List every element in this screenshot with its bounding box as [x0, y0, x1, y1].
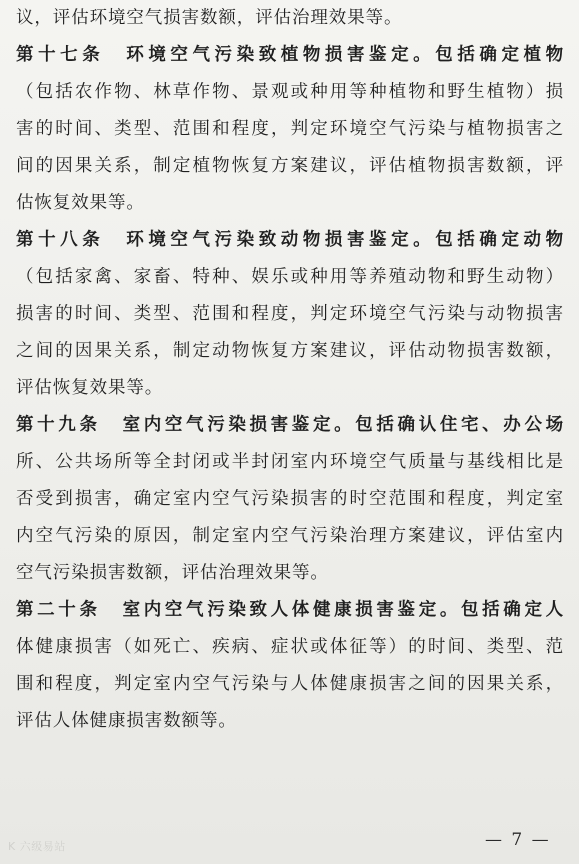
text-line: 评估恢复效果等。 [16, 378, 164, 398]
text-line: 损害的时间、类型、范围和程度，判定环境空气污染与动物损害 [16, 304, 564, 324]
watermark: K 六级易站 [8, 840, 66, 853]
page-footer [0, 822, 579, 864]
article-20-heading [16, 592, 564, 629]
text-line: 估恢复效果等。 [16, 193, 145, 213]
text-line: （包括农作物、林草作物、景观或种用等种植物和野生植物）损 [16, 82, 564, 102]
text-line: （包括家禽、家畜、特种、娱乐或种用等养殖动物和野生动物） [16, 267, 564, 287]
article-17-intro: 环境空气污染致植物损害鉴定。包括确定植物 [126, 45, 564, 65]
text-line: 害的时间、类型、范围和程度，判定环境空气污染与植物损害之 [16, 119, 564, 139]
text-line: 空气污染损害数额，评估治理效果等。 [16, 563, 329, 583]
article-17-heading [16, 37, 564, 74]
article-18-label: 第十八条 [16, 230, 105, 250]
article-19-intro: 室内空气污染损害鉴定。包括确认住宅、办公场 [122, 415, 564, 435]
text-line: 评估人体健康损害数额等。 [16, 711, 237, 731]
article-20-intro: 室内空气污染致人体健康损害鉴定。包括确定人 [122, 600, 564, 620]
text-line: 之间的因果关系，制定动物恢复方案建议，评估动物损害数额， [16, 341, 564, 361]
article-18-heading [16, 222, 564, 259]
article-20-label: 第二十条 [16, 600, 101, 620]
text-line: 间的因果关系，制定植物恢复方案建议，评估植物损害数额，评 [16, 156, 564, 176]
article-17-label: 第十七条 [16, 45, 105, 65]
text-line: 内空气污染的原因，制定室内空气污染治理方案建议，评估室内 [16, 526, 564, 546]
page-number: — 7 — [485, 830, 551, 850]
text-line: 所、公共场所等全封闭或半封闭室内环境空气质量与基线相比是 [16, 452, 564, 472]
text-line: 议，评估环境空气损害数额，评估治理效果等。 [16, 8, 403, 28]
article-19-label: 第十九条 [16, 415, 101, 435]
article-18-intro: 环境空气污染致动物损害鉴定。包括确定动物 [126, 230, 564, 250]
article-19-heading [16, 407, 564, 444]
text-line: 围和程度，判定室内空气污染与人体健康损害之间的因果关系， [16, 674, 564, 694]
text-line: 否受到损害，确定室内空气污染损害的时空范围和程度，判定室 [16, 489, 564, 509]
text-line: 体健康损害（如死亡、疾病、症状或体征等）的时间、类型、范 [16, 637, 564, 657]
